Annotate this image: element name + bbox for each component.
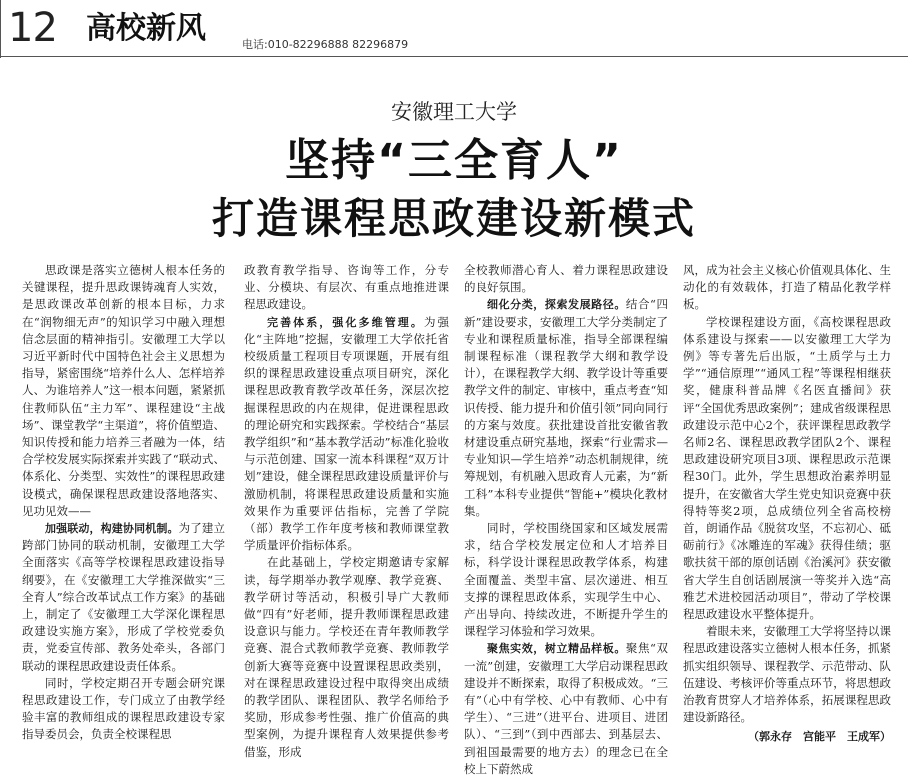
paragraph — [464, 296, 668, 520]
contact-phone: 电话:010-82296888 82296879 — [242, 38, 409, 51]
paragraph-body: 聚焦“双一流”创建，安徽理工大学启动课程思政建设并不断探索，取得了积极成效。“三有”（心中有学校、心中有教师、心中有学生）、“三进”（进平台、进项目、进团队）、“三到”（到中西部去、到基层去、到祖国最需要的地方去）的理念已在全校上下蔚然成 — [464, 641, 668, 776]
paragraph-body: 为强化“主阵地”挖掘，安徽理工大学依托省校级质量工程项目专项课题，开展有组织的课程思政建设重点项目研究，深化课程思政教育教学改革任务，深层次挖掘课程思政的内在规律，促进课程思政的理论研究和实践探索。学校结合“基层教学组织”和“基本教学活动”标准化验收与示范创建、国家一流本科课程“双万计划”建设，健全课程思政建设质量评价与激励机制，将课程思政建设质量和实施效果作为重要评估指标，完善了学院（部）教学工作年度考核和教师课堂教学质量评价指标体系。 — [244, 314, 450, 553]
paragraph-body: 结合“四新”建设要求，安徽理工大学分类制定了专业和课程质量标准，指导全部课程编制课程标准（课程教学大纲和教学设计），在课程教学大纲、教学设计等重要教学文件的制定、审核中，重点考查“知识传授、能力提升和价值引领”同向同行的方案与效度。获批建设首批安徽省教材建设重点研究基地，探索“行业需求—专业知识—学生培养”动态机制规律，统筹规划，有机融入思政育人元素，为“新工科”本科专业提供“智能+”模块化教材集。 — [464, 297, 668, 518]
page-header — [0, 0, 908, 60]
paragraph — [244, 314, 449, 555]
paragraph-lead: 聚焦实效，树立精品样板。 — [487, 642, 626, 656]
paragraph-lead: 加强联动，构建协同机制。 — [45, 522, 179, 536]
headline-line-2: 打造课程思政建设新模式 — [211, 194, 696, 243]
section-title: 高校新风 — [86, 11, 206, 46]
article-kicker: 安徽理工大学 — [391, 100, 517, 124]
article-column-3 — [464, 262, 668, 776]
article-column-4 — [683, 262, 891, 762]
header-rule — [0, 56, 908, 57]
paragraph: 全校教师潜心育人、着力课程思政建设的良好氛围。 — [464, 263, 668, 295]
paragraph: 风，成为社会主义核心价值观具体化、生动化的有效载体，打造了精品化教学样板。 — [683, 263, 891, 312]
article-column-1 — [22, 262, 225, 762]
paragraph — [464, 640, 668, 778]
header-left-rule — [0, 0, 1, 58]
author-byline: （郭永存 宫能平 王成军） — [748, 730, 891, 744]
paragraph-lead: 细化分类，探索发展路径。 — [487, 298, 626, 312]
paragraph: 学校课程建设方面，《高校课程思政体系建设与探索——以安徽理工大学为例》等专著先后出版，“土质学与土力学”“通信原理”“通风工程”等课程相继获奖，健康科普品牌《名医直播间》获评“全国优秀思政案例”；建成省级课程思政建设示范中心2个，获评课程思政教学名师2名、课程思政教学团队2个、课程思政建设研究项目3项、课程思政示范课程30门。此外，学生思想政治素养明显提升，在安徽省大学生党史知识竞赛中获得特等奖2项，总成绩位列全省高校榜首，朗诵作品《脱贫攻坚，不忘初心、砥砺前行》《冰雕连的军魂》获得佳绩；驱歌扶贫干部的原创话剧《治溪河》获安徽省大学生自创话剧展演一等奖并入选“高雅艺术进校园活动项目”，带动了学校课程思政建设水平整体提升。 — [683, 314, 891, 622]
paragraph-body: 为了建立跨部门协同的联动机制，安徽理工大学全面落实《高等学校课程思政建设指导纲要》，在《安徽理工大学推深做实“三全育人”综合改革试点工作方案》的基础上，制定了《安徽理工大学深化课程思政建设实施方案》，形成了学校党委负责，党委宣传部、教务处牵头，各部门联动的课程思政建设责任体系。 — [22, 521, 226, 673]
page-number: 12 — [8, 5, 57, 51]
paragraph: 同时，学校定期召开专题会研究课程思政建设工作，专门成立了由教学经验丰富的教师组成的课程思政建设专家指导委员会，负责全校课程思 — [22, 675, 225, 742]
paragraph — [22, 520, 225, 675]
paragraph: 思政课是落实立德树人根本任务的关键课程，提升思政课铸魂育人实效，是思政课改革创新的根本目标，力求在“润物细无声”的知识学习中融入理想信念层面的精神指引。安徽理工大学以习近平新时代中国特色社会主义思想为指导，紧密围绕“培养什么人、怎样培养人、为谁培养人”这一根本问题，紧紧抓住教师队伍“主力军”、课程建设“主战场”、课堂教学“主渠道”，将价值塑造、知识传授和能力培养三者融为一体，结合学校发展实际探索并实践了“联动式、体系化、分类型、实效性”的课程思政建设模式，确保课程思政建设落地落实、见功见效—— — [22, 263, 225, 518]
paragraph: 政教育教学指导、咨询等工作，分专业、分模块、有层次、有重点地推进课程思政建设。 — [244, 263, 449, 312]
article-column-2 — [244, 262, 449, 762]
paragraph: 在此基础上，学校定期邀请专家解读，每学期举办教学观摩、教学竞赛、教学研讨等活动，积极引导广大教师做“四有”好老师，提升教师课程思政建设意识与能力。学校还在青年教师教学竞赛、混合式教师教学竞赛、教师教学创新大赛等竞赛中设置课程思政类别，对在课程思政建设过程中取得突出成绩的教学团队、课程团队、教学名师给予奖励，形成参考性强、推广价值高的典型案例，为提升课程育人效果提供参考借鉴，形成 — [244, 555, 449, 759]
headline-line-1: 坚持“三全育人” — [285, 135, 623, 186]
paragraph: 着眼未来，安徽理工大学将坚持以课程思政建设落实立德树人根本任务，抓紧抓实组织领导、课程教学、示范带动、队伍建设、考核评价等重点环节，将思想政治教育贯穿人才培养体系，拓展课程思政建设新路径。 — [683, 624, 891, 725]
paragraph-lead: 完善体系，强化多维管理。 — [267, 315, 424, 329]
paragraph: 同时，学校围绕国家和区域发展需求，结合学校发展定位和人才培养目标，科学设计课程思政教学体系，构建全面覆盖、类型丰富、层次递进、相互支撑的课程思政体系，实现学生中心、产出导向、持续改进，不断提升学生的课程学习体验和学习效果。 — [464, 521, 668, 639]
